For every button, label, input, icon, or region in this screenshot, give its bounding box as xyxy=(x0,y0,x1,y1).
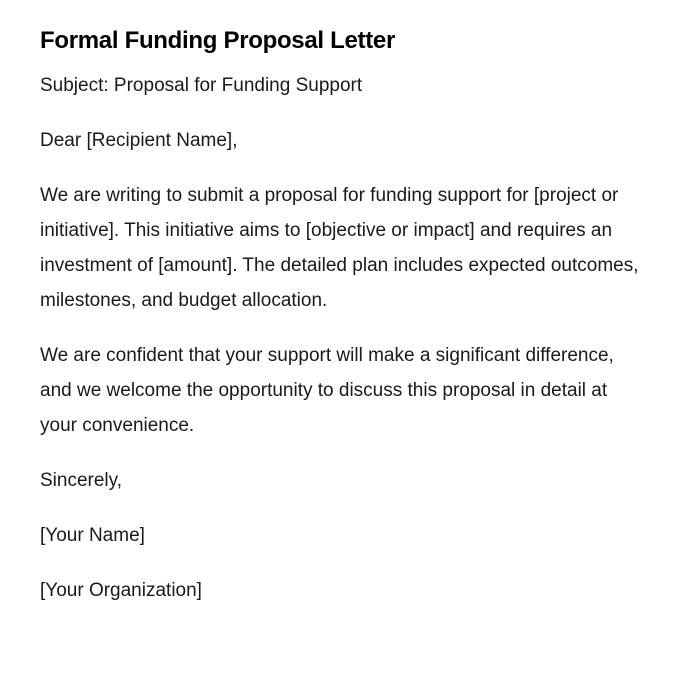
signature-name: [Your Name] xyxy=(40,525,145,546)
signature-organization: [Your Organization] xyxy=(40,580,202,601)
body-paragraph-1: We are writing to submit a proposal for funding support for [project or initiative]. This initiative aims to [objective or impact] and requires an investment of [amount]. The detailed plan includes expected outcomes, milestones, and budget allocation. xyxy=(40,185,639,311)
subject-line: Subject: Proposal for Funding Support xyxy=(40,75,363,96)
document-title: Formal Funding Proposal Letter xyxy=(40,27,396,54)
closing: Sincerely, xyxy=(40,470,123,491)
salutation: Dear [Recipient Name], xyxy=(40,130,238,151)
body-paragraph-2: We are confident that your support will make a significant difference, and we welcome the opportunity to discuss this proposal in detail at your convenience. xyxy=(40,345,614,436)
letter-document xyxy=(40,24,640,608)
